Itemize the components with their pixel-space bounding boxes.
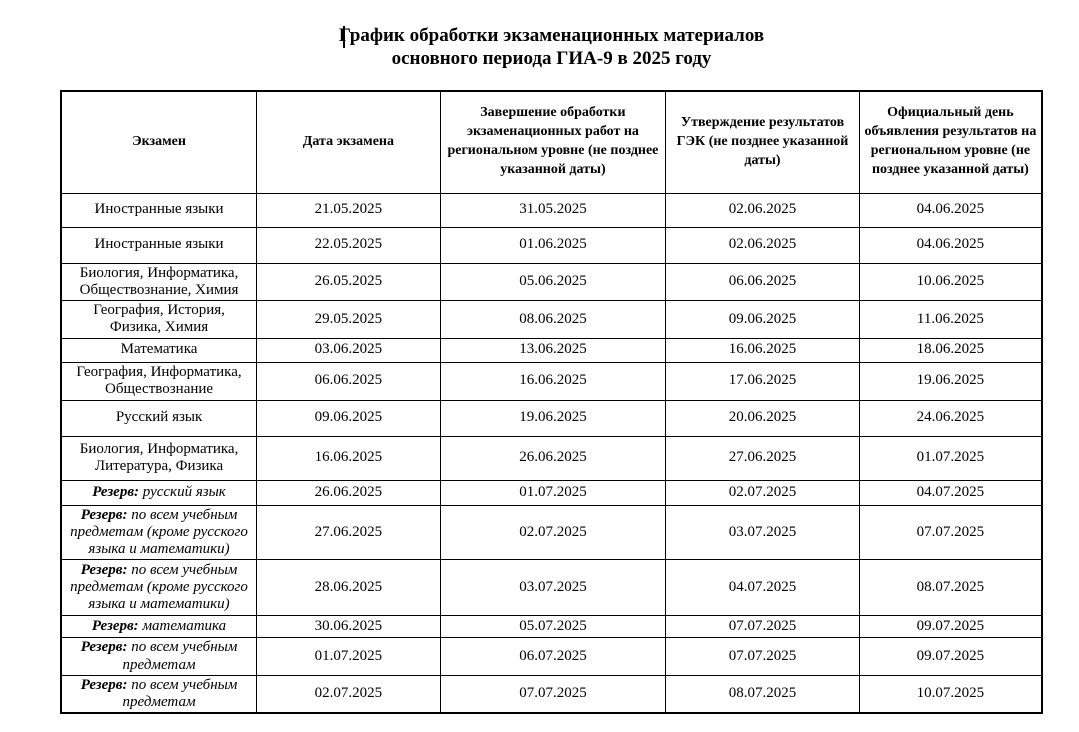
exam-date-cell: 28.06.2025 xyxy=(257,560,441,616)
announcement-cell: 08.07.2025 xyxy=(859,560,1042,616)
processing-deadline-cell: 31.05.2025 xyxy=(440,193,666,227)
exam-cell xyxy=(61,560,257,616)
announcement-cell: 19.06.2025 xyxy=(859,362,1042,400)
exam-label: русский язык xyxy=(142,483,226,500)
exam-schedule-table xyxy=(60,90,1043,714)
gek-approval-cell: 17.06.2025 xyxy=(666,362,860,400)
processing-deadline-cell: 06.07.2025 xyxy=(440,638,666,676)
gek-approval-cell: 04.07.2025 xyxy=(666,560,860,616)
exam-date-cell: 21.05.2025 xyxy=(257,193,441,227)
header-exam-date: Дата экзамена xyxy=(257,91,441,193)
exam-label: Иностранные языки xyxy=(94,201,224,218)
announcement-cell: 11.06.2025 xyxy=(859,301,1042,339)
processing-deadline-cell: 01.06.2025 xyxy=(440,227,666,263)
table-row xyxy=(61,263,1042,301)
gek-approval-cell: 16.06.2025 xyxy=(666,338,860,362)
table-row xyxy=(61,436,1042,480)
processing-deadline-cell: 26.06.2025 xyxy=(440,436,666,480)
table-row xyxy=(61,338,1042,362)
exam-cell xyxy=(61,362,257,400)
exam-cell xyxy=(61,400,257,436)
exam-label: Биология, Информатика, Литература, Физика xyxy=(79,440,239,474)
exam-cell xyxy=(61,338,257,362)
gek-approval-cell: 07.07.2025 xyxy=(666,638,860,676)
exam-date-cell: 02.07.2025 xyxy=(257,675,441,713)
table-row xyxy=(61,193,1042,227)
gek-approval-cell: 08.07.2025 xyxy=(666,675,860,713)
exam-cell xyxy=(61,675,257,713)
exam-reserve-prefix: Резерв: xyxy=(80,506,132,523)
gek-approval-cell: 27.06.2025 xyxy=(666,436,860,480)
exam-cell xyxy=(61,505,257,560)
exam-reserve-prefix: Резерв: xyxy=(80,676,132,693)
announcement-cell: 18.06.2025 xyxy=(859,338,1042,362)
exam-label: по всем учебным предметам (кроме русского языка и математики) xyxy=(70,506,248,557)
exam-label: Биология, Информатика, Обществознание, Химия xyxy=(79,264,239,298)
table-row xyxy=(61,301,1042,339)
exam-label: по всем учебным предметам (кроме русского языка и математики) xyxy=(70,561,248,613)
table-row xyxy=(61,505,1042,560)
exam-cell xyxy=(61,301,257,339)
exam-label: География, Информатика, Обществознание xyxy=(76,363,242,397)
header-announcement-day: Официальный день объявления результатов на региональном уровне (не позднее указанной даты) xyxy=(859,91,1042,193)
exam-label: Математика xyxy=(120,341,198,358)
exam-reserve-prefix: Резерв: xyxy=(92,483,143,500)
gek-approval-cell: 02.06.2025 xyxy=(666,227,860,263)
exam-reserve-prefix: Резерв: xyxy=(80,639,132,656)
gek-approval-cell: 07.07.2025 xyxy=(666,616,860,638)
processing-deadline-cell: 01.07.2025 xyxy=(440,480,666,505)
processing-deadline-cell: 05.07.2025 xyxy=(440,616,666,638)
processing-deadline-cell: 16.06.2025 xyxy=(440,362,666,400)
exam-date-cell: 29.05.2025 xyxy=(257,301,441,339)
announcement-cell: 04.06.2025 xyxy=(859,193,1042,227)
exam-cell xyxy=(61,227,257,263)
exam-date-cell: 03.06.2025 xyxy=(257,338,441,362)
table-row xyxy=(61,362,1042,400)
table-row xyxy=(61,400,1042,436)
announcement-cell: 09.07.2025 xyxy=(859,638,1042,676)
exam-reserve-prefix: Резерв: xyxy=(91,618,143,635)
processing-deadline-cell: 08.06.2025 xyxy=(440,301,666,339)
exam-label: математика xyxy=(142,618,227,635)
exam-date-cell: 06.06.2025 xyxy=(257,362,441,400)
exam-date-cell: 30.06.2025 xyxy=(257,616,441,638)
exam-date-cell: 27.06.2025 xyxy=(257,505,441,560)
exam-cell xyxy=(61,436,257,480)
processing-deadline-cell: 05.06.2025 xyxy=(440,263,666,301)
announcement-cell: 10.07.2025 xyxy=(859,675,1042,713)
exam-label: Иностранные языки xyxy=(94,236,224,253)
announcement-cell: 24.06.2025 xyxy=(859,400,1042,436)
exam-date-cell: 26.06.2025 xyxy=(257,480,441,505)
table-row xyxy=(61,560,1042,616)
processing-deadline-cell: 19.06.2025 xyxy=(440,400,666,436)
table-row xyxy=(61,227,1042,263)
header-exam: Экзамен xyxy=(61,91,257,193)
exam-date-cell: 26.05.2025 xyxy=(257,263,441,301)
exam-label: по всем учебным предметам xyxy=(122,676,238,710)
processing-deadline-cell: 13.06.2025 xyxy=(440,338,666,362)
exam-date-cell: 16.06.2025 xyxy=(257,436,441,480)
table-row xyxy=(61,480,1042,505)
exam-label: География, История, Физика, Химия xyxy=(93,302,225,336)
exam-date-cell: 09.06.2025 xyxy=(257,400,441,436)
gek-approval-cell: 09.06.2025 xyxy=(666,301,860,339)
exam-date-cell: 01.07.2025 xyxy=(257,638,441,676)
announcement-cell: 04.07.2025 xyxy=(859,480,1042,505)
announcement-cell: 09.07.2025 xyxy=(859,616,1042,638)
processing-deadline-cell: 07.07.2025 xyxy=(440,675,666,713)
title-line-2: основного периода ГИА-9 в 2025 году xyxy=(391,48,712,70)
exam-date-cell: 22.05.2025 xyxy=(257,227,441,263)
gek-approval-cell: 20.06.2025 xyxy=(666,400,860,436)
exam-label: Русский язык xyxy=(115,409,203,426)
header-gek-approval: Утверждение результатов ГЭК (не позднее указанной даты) xyxy=(666,91,860,193)
announcement-cell: 04.06.2025 xyxy=(859,227,1042,263)
gek-approval-cell: 02.07.2025 xyxy=(666,480,860,505)
processing-deadline-cell: 02.07.2025 xyxy=(440,505,666,560)
exam-cell xyxy=(61,616,257,638)
announcement-cell: 07.07.2025 xyxy=(859,505,1042,560)
document-title xyxy=(60,24,1043,70)
table-row xyxy=(61,638,1042,676)
table-row xyxy=(61,675,1042,713)
gek-approval-cell: 02.06.2025 xyxy=(666,193,860,227)
header-row xyxy=(61,91,1042,193)
gek-approval-cell: 03.07.2025 xyxy=(666,505,860,560)
exam-reserve-prefix: Резерв: xyxy=(80,561,132,578)
header-processing-deadline: Завершение обработки экзаменационных работ на региональном уровне (не позднее указанной даты) xyxy=(440,91,666,193)
title-line-1: График обработки экзаменационных материалов xyxy=(338,25,765,46)
exam-cell xyxy=(61,263,257,301)
announcement-cell: 10.06.2025 xyxy=(859,263,1042,301)
exam-cell xyxy=(61,193,257,227)
table-row xyxy=(61,616,1042,638)
processing-deadline-cell: 03.07.2025 xyxy=(440,560,666,616)
announcement-cell: 01.07.2025 xyxy=(859,436,1042,480)
table-header xyxy=(61,91,1042,193)
exam-label: по всем учебным предметам xyxy=(122,639,238,673)
exam-cell xyxy=(61,480,257,505)
table-body xyxy=(61,193,1042,713)
gek-approval-cell: 06.06.2025 xyxy=(666,263,860,301)
exam-cell xyxy=(61,638,257,676)
